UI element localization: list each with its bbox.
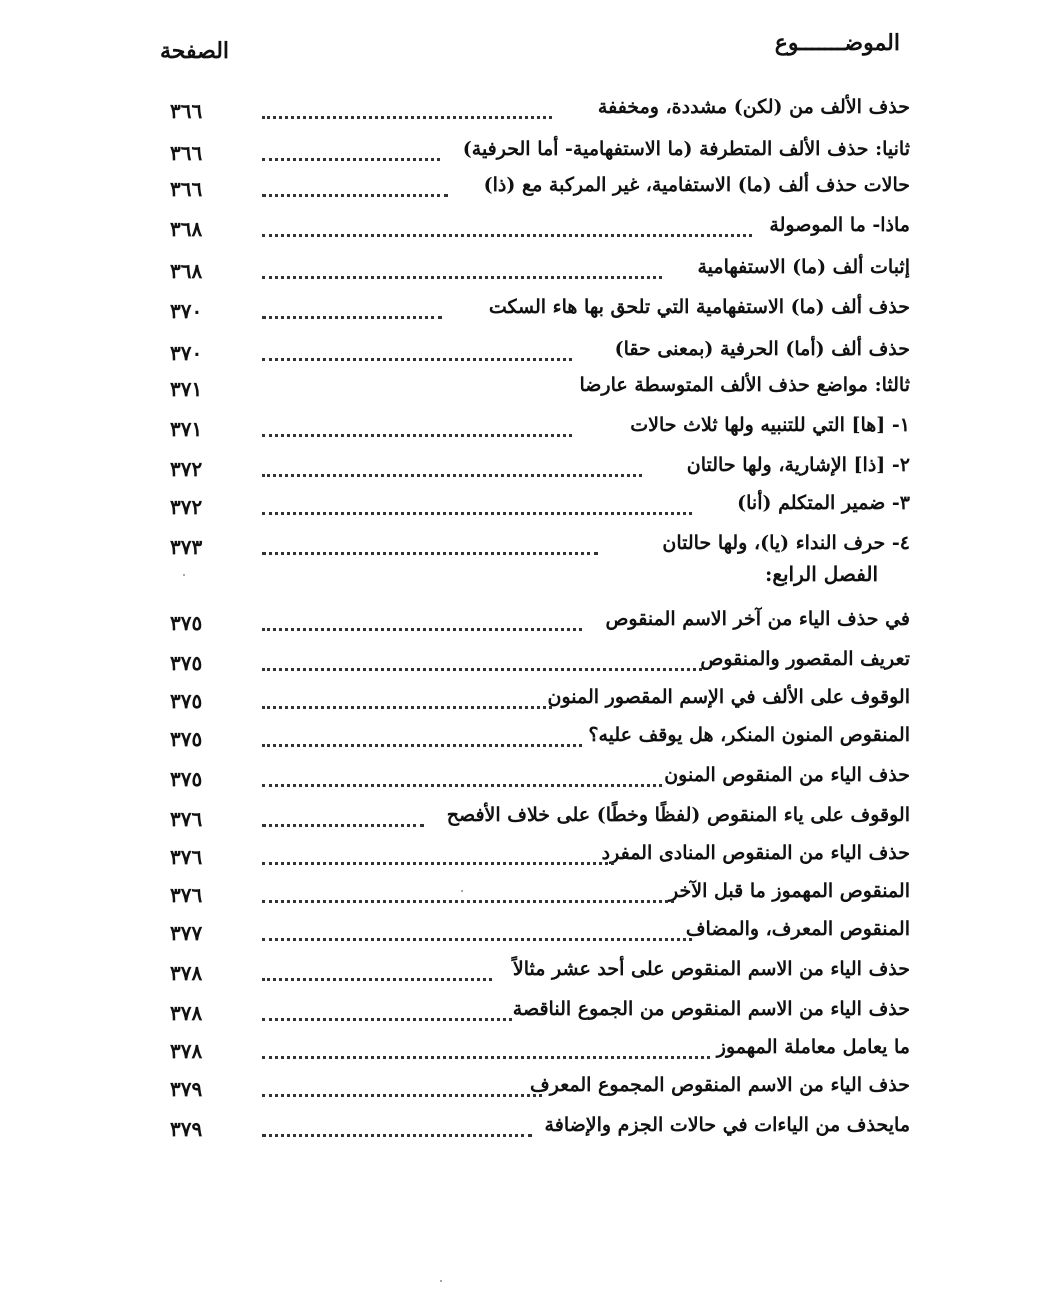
dot-leader [262,964,492,981]
dot-leader [262,730,582,747]
toc-entry [170,954,910,988]
toc-entry-page: ٣٧٥ [170,611,203,635]
dot-leader [262,1080,542,1097]
toc-entry [170,876,910,910]
toc-entry [170,92,910,126]
toc-entry-title: ثالثا: مواضع حذف الألف المتوسطة عارضا [579,374,910,396]
toc-entry-page: ٣٧٨ [170,1039,203,1063]
toc-entry-title: ٢- [ذا] الإشارية، ولها حالتان [686,454,910,476]
toc-entry-title: الوقوف على الألف في الإسم المقصور المنون [547,686,910,708]
dot-leader [262,848,614,865]
toc-entry-title: المنقوص المنون المنكر، هل يوقف عليه؟ [588,724,910,746]
toc-entry [170,604,910,638]
scan-speck [183,574,185,576]
dot-leader [262,1120,532,1137]
toc-entry [170,292,910,326]
toc-entry-title: حالات حذف ألف (ما) الاستفامية، غير المركبة مع (ذا) [483,174,910,196]
toc-entry-page: ٣٧١ [170,377,203,401]
toc-entry-page: ٣٧٨ [170,1001,203,1025]
dot-leader [262,692,552,709]
toc-entry-page: ٣٦٦ [170,141,203,165]
toc-entry [170,994,910,1028]
toc-entry-page: ٣٧٢ [170,457,203,481]
toc-entry-title: في حذف الياء من آخر الاسم المنقوص [605,608,910,630]
toc-entry-title: ثانيا: حذف الألف المتطرفة (ما الاستفهامية- أما الحرفية) [462,138,910,160]
dot-leader [262,614,582,631]
dot-leader [262,810,424,827]
toc-entry-page: ٣٧٦ [170,883,203,907]
toc-entry-page: ٣٧٠ [170,299,203,323]
scan-speck [461,890,463,892]
toc-entry [170,1110,910,1144]
toc-entry [170,370,910,404]
toc-entry-title: حذف الياء من الاسم المنقوص المجموع المعرف [530,1074,910,1096]
toc-entry-title: الوقوف على ياء المنقوص (لفظًا وخطًا) على خلاف الأفصح [446,804,910,826]
toc-entry-title: حذف الياء من الاسم المنقوص على أحد عشر مثالاً [512,958,910,980]
toc-entry-page: ٣٦٨ [170,259,203,283]
toc-entry-title: حذف الياء من الاسم المنقوص من الجموع الناقصة [512,998,910,1020]
chapter-heading: الفصل الرابع: [764,562,878,586]
dot-leader [262,924,692,941]
toc-entry-page: ٣٦٦ [170,99,203,123]
toc-entry [170,528,910,562]
toc-entry-title: ٣- ضمير المتكلم (أنا) [737,492,910,514]
dot-leader [262,144,440,161]
page-column-header: الصفحة [160,38,230,64]
toc-entry [170,838,910,872]
toc-entry-page: ٣٧٨ [170,961,203,985]
toc-entry [170,334,910,368]
toc-entry-title: ماذا- ما الموصولة [769,214,910,236]
toc-entry [170,644,910,678]
toc-entry [170,1032,910,1066]
dot-leader [262,460,642,477]
toc-entry-title: حذف الياء من المنقوص المنادى المفرد [601,842,910,864]
toc-entry-title: المنقوص المهموز ما قبل الآخر [669,880,910,902]
toc-entry-page: ٣٧٥ [170,651,203,675]
dot-leader [262,538,598,555]
dot-leader [262,180,448,197]
toc-entry-page: ٣٧٥ [170,689,203,713]
toc-entry-page: ٣٧٢ [170,495,203,519]
toc-entry [170,450,910,484]
toc-entry-page: ٣٧٥ [170,767,203,791]
dot-leader [262,886,674,903]
toc-entry-page: ٣٧٩ [170,1077,203,1101]
toc-entry-page: ٣٧٩ [170,1117,203,1141]
toc-entry-title: حذف الألف من (لكن) مشددة، ومخففة [597,96,910,118]
toc-entry-page: ٣٧٣ [170,535,203,559]
dot-leader [262,102,552,119]
toc-entry-page: ٣٧١ [170,417,203,441]
toc-entry-title: المنقوص المعرف، والمضاف [685,918,910,940]
toc-entry-page: ٣٧٦ [170,807,203,831]
toc-entry [170,914,910,948]
dot-leader [262,344,572,361]
dot-leader [262,498,692,515]
toc-entry-title: حذف ألف (ما) الاستفهامية التي تلحق بها هاء السكت [488,296,910,318]
dot-leader [262,220,752,237]
toc-entry-title: مايحذف من الياءات في حالات الجزم والإضافة [544,1114,910,1136]
toc-entry-title: حذف الياء من المنقوص المنون [664,764,910,786]
toc-entry-title: ١- [ها] التي للتنبيه ولها ثلاث حالات [630,414,910,436]
toc-entry-title: تعريف المقصور والمنقوص [700,648,910,670]
toc-entry-title: ما يعامل معاملة المهموز [716,1036,910,1058]
toc-entry-page: ٣٧٥ [170,727,203,751]
dot-leader [262,302,442,319]
toc-entry-page: ٣٧٠ [170,341,203,365]
toc-entry-page: ٣٧٧ [170,921,203,945]
toc-entry [170,682,910,716]
toc-entry [170,1070,910,1104]
dot-leader [262,1042,710,1059]
toc-entry [170,410,910,444]
toc-entry-title: حذف ألف (أما) الحرفية (بمعنى حقا) [614,338,910,360]
toc-entry-page: ٣٧٦ [170,845,203,869]
scan-speck [440,1280,442,1282]
toc-entry [170,760,910,794]
toc-entry [170,800,910,834]
dot-leader [262,654,702,671]
toc-entry-page: ٣٦٨ [170,217,203,241]
toc-entry [170,488,910,522]
toc-entry-page: ٣٦٦ [170,177,203,201]
toc-entry-title: ٤- حرف النداء (يا)، ولها حالتان [662,532,910,554]
toc-entry [170,720,910,754]
dot-leader [262,262,662,279]
toc-entry-title: إثبات ألف (ما) الاستفهامية [697,256,910,278]
toc-entry [170,210,910,244]
dot-leader [262,420,572,437]
topic-column-header: الموضـــــــوع [774,30,900,56]
toc-entry [170,170,910,204]
dot-leader [262,1004,512,1021]
toc-entry [170,252,910,286]
dot-leader [262,770,662,787]
toc-entry [170,134,910,168]
